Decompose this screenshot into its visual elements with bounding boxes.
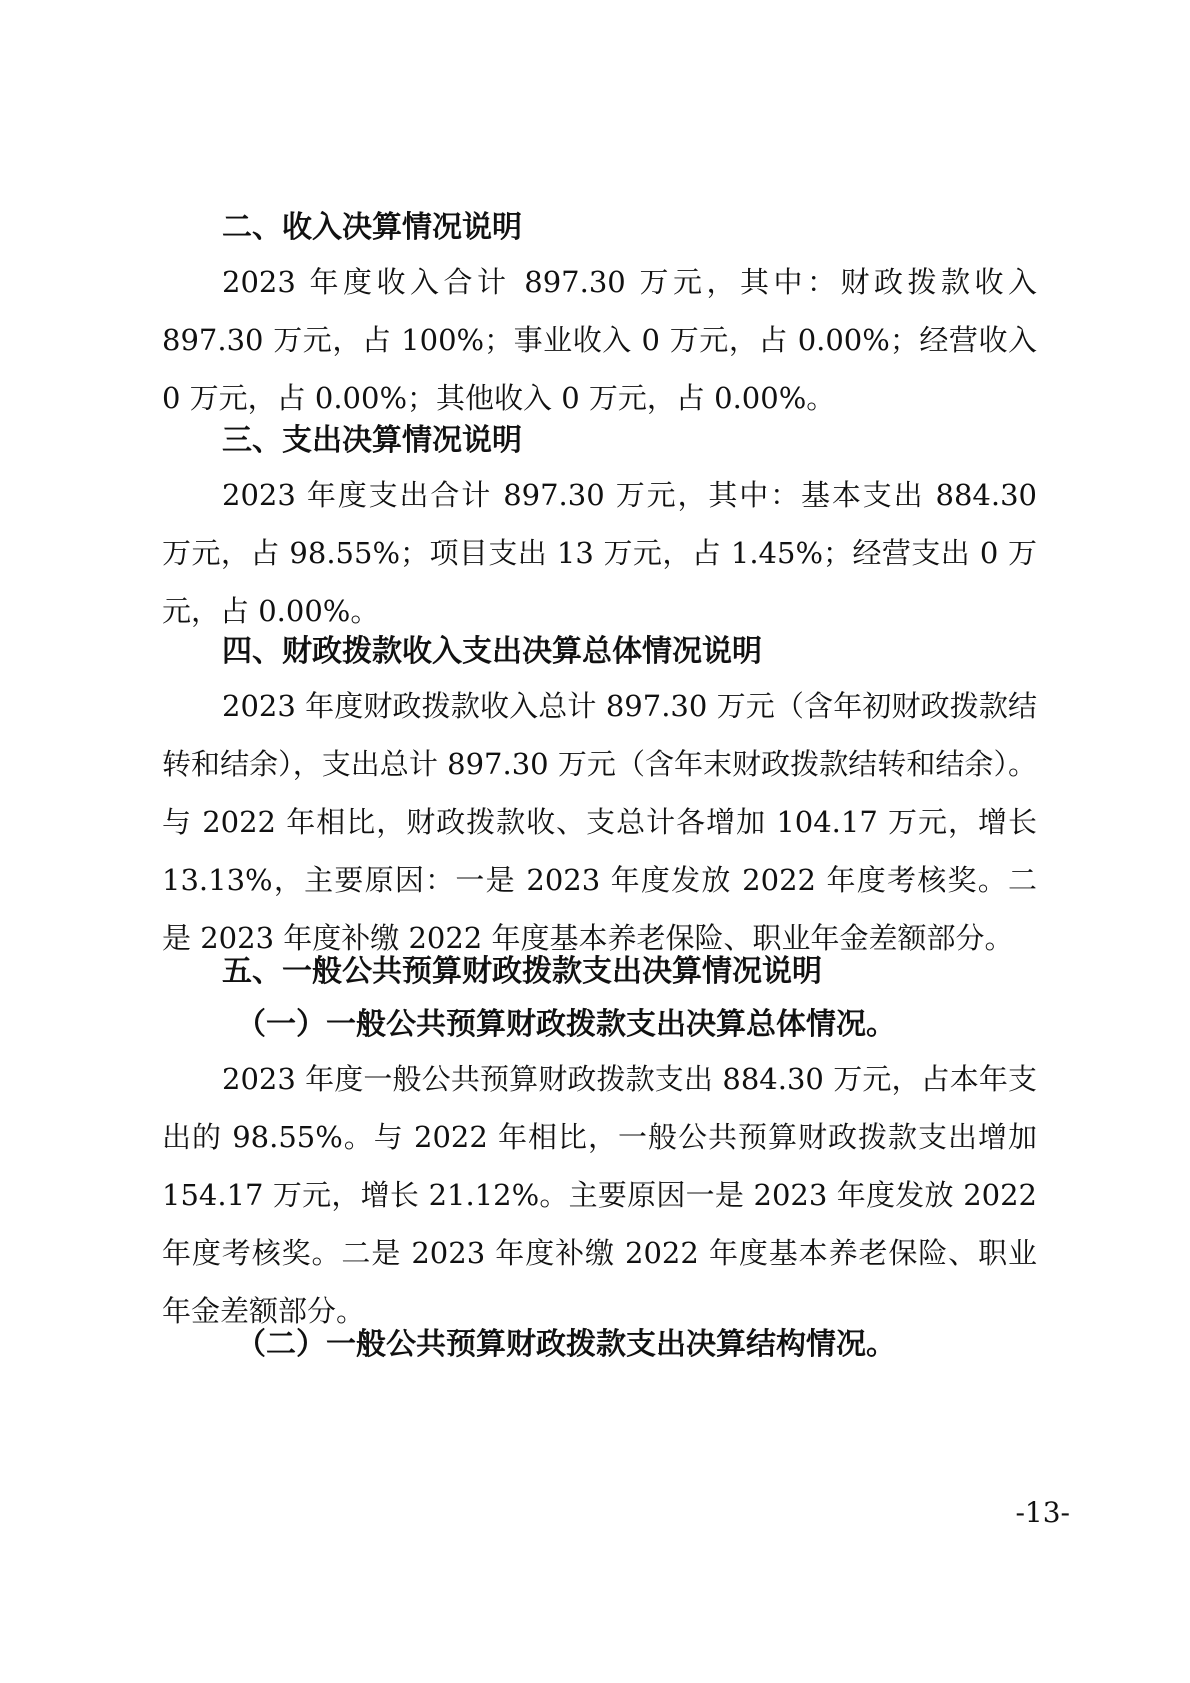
- section-heading-fiscal-total: 四、财政拨款收入支出决算总体情况说明: [222, 634, 762, 669]
- section-paragraph-expense: 2023 年度支出合计 897.30 万元，其中：基本支出 884.30 万元，占 98.55%；项目支出 13 万元，占 1.45%；经营支出 0 万元，占 0.00%。: [162, 478, 1037, 628]
- subsection-heading-structure: （二）一般公共预算财政拨款支出决算结构情况。: [236, 1327, 896, 1362]
- page-number: -13-: [1015, 1496, 1070, 1529]
- subsection-heading-overall: （一）一般公共预算财政拨款支出决算总体情况。: [236, 1007, 896, 1042]
- section-heading-general-budget: 五、一般公共预算财政拨款支出决算情况说明: [222, 954, 822, 989]
- section-paragraph-income: 2023 年度收入合计 897.30 万元，其中：财政拨款收入 897.30 万元，占 100%；事业收入 0 万元，占 0.00%；经营收入 0 万元，占 0.00%；其他收入 0 万元，占 0.00%。: [162, 265, 1037, 415]
- section-paragraph-fiscal-total: 2023 年度财政拨款收入总计 897.30 万元（含年初财政拨款结转和结余），支出总计 897.30 万元（含年末财政拨款结转和结余）。与 2022 年相比，财政拨款收、支总计各增加 104.17 万元，增长 13.13%，主要原因：一是 2023 年度发放 2022 年度考核奖。二是 2023 年度补缴 2022 年度基本养老保险、职业年金差额部分。: [162, 689, 1037, 955]
- section-heading-expense: 三、支出决算情况说明: [222, 423, 522, 458]
- subsection-paragraph-overall: 2023 年度一般公共预算财政拨款支出 884.30 万元，占本年支出的 98.55%。与 2022 年相比，一般公共预算财政拨款支出增加 154.17 万元，增长 21.12%。主要原因一是 2023 年度发放 2022 年度考核奖。二是 2023 年度补缴 2022 年度基本养老保险、职业年金差额部分。: [162, 1062, 1037, 1328]
- section-heading-income: 二、收入决算情况说明: [222, 210, 522, 245]
